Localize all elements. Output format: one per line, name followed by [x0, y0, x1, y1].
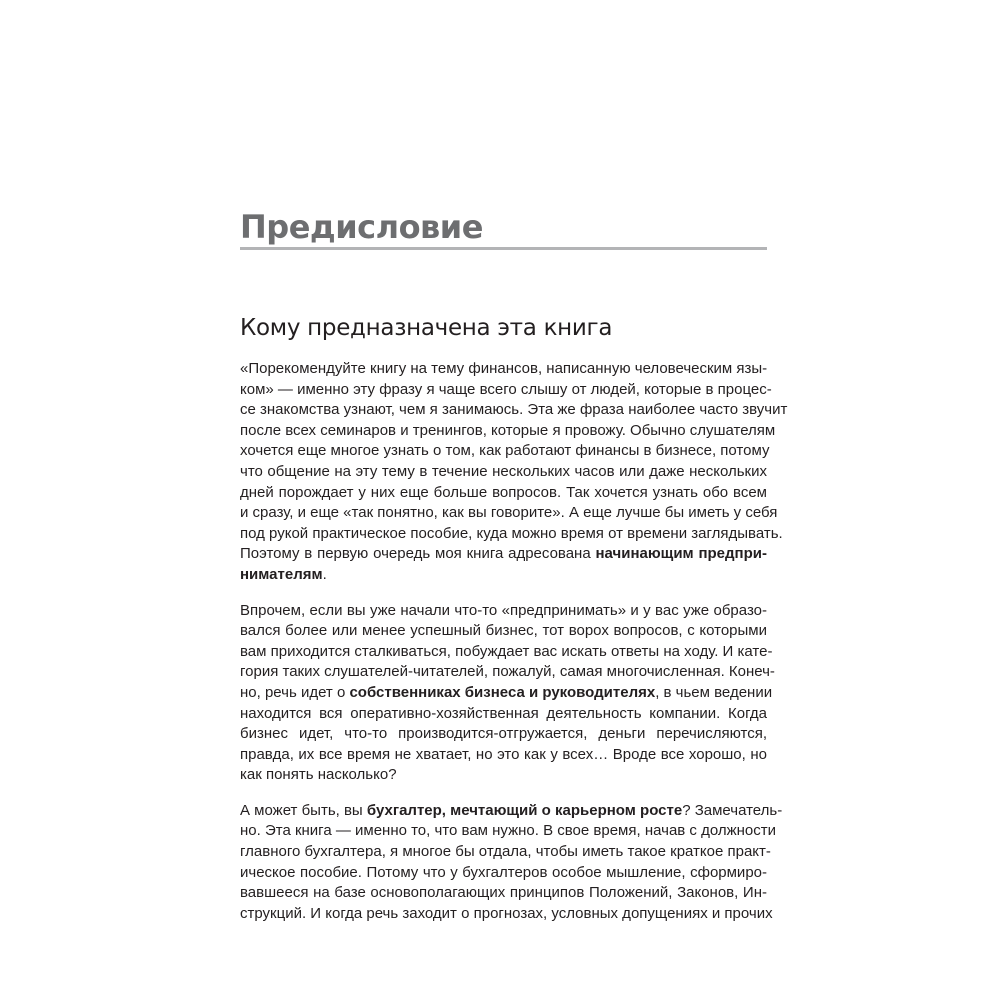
- text-segment: бизнес идет, что-то производится-отгружается, деньги перечисляются,: [240, 725, 767, 743]
- text-line: [240, 662, 775, 683]
- text-segment: ? Замечатель-: [682, 801, 783, 819]
- text-segment: дней порождает у них еще больше вопросов. Так хочется узнать обо всем: [240, 483, 767, 501]
- paragraph: [240, 801, 783, 925]
- text-segment: «Порекомендуйте книгу на тему финансов, написанную человеческим язы-: [240, 360, 768, 377]
- text-line: [240, 821, 777, 842]
- text-line: [240, 745, 767, 766]
- text-line: [240, 863, 767, 884]
- text-line: [240, 724, 767, 745]
- text-segment: что общение на эту тему в течение нескольких часов или даже нескольких: [240, 462, 767, 480]
- text-segment: ком» — именно эту фразу я чаще всего слышу от людей, которые в процес-: [240, 380, 772, 398]
- text-line: [240, 565, 767, 586]
- text-segment: после всех семинаров и тренингов, которые я провожу. Обычно слушателям: [240, 421, 776, 439]
- text-segment: вам приходится сталкиваться, побуждает вас искать ответы на ходу. И кате-: [240, 642, 773, 660]
- chapter-title-rule: [240, 247, 767, 250]
- text-line: [240, 704, 767, 725]
- text-line: [240, 503, 778, 524]
- text-line: [240, 380, 772, 401]
- text-segment: се знакомства узнают, чем я занимаюсь. Эта же фраза наиболее часто звучит: [240, 401, 788, 419]
- text-line: [240, 765, 767, 786]
- text-segment: под рукой практическое пособие, куда можно время от времени заглядывать.: [240, 524, 783, 542]
- text-line: [240, 441, 770, 462]
- text-segment: А может быть, вы: [240, 801, 367, 819]
- text-line: [240, 801, 783, 822]
- text-line: [240, 359, 767, 380]
- text-segment: находится вся оперативно-хозяйственная деятельность компании. Когда: [240, 704, 767, 722]
- text-segment: гория таких слушателей-читателей, пожалуй, самая многочисленная. Конеч-: [240, 663, 775, 681]
- text-line: [240, 421, 776, 442]
- text-segment: правда, их все время не хватает, но это как у всех… Вроде все хорошо, но: [240, 745, 767, 763]
- chapter-title: Предисловие: [240, 208, 483, 246]
- text-line: [240, 483, 767, 504]
- text-segment: вался более или менее успешный бизнес, тот ворох вопросов, с которыми: [240, 622, 767, 640]
- text-segment: вавшееся на базе основополагающих принципов Положений, Законов, Ин-: [240, 884, 767, 902]
- text-segment: .: [322, 565, 327, 583]
- text-line: [240, 621, 767, 642]
- text-line: [240, 544, 767, 565]
- text-line: [240, 400, 788, 421]
- text-segment: , в чьем ведении: [655, 683, 773, 701]
- paragraph: [240, 601, 775, 786]
- text-line: [240, 642, 773, 663]
- text-line: [240, 601, 767, 622]
- text-segment: хочется еще многое узнать о том, как работают финансы в бизнесе, потому: [240, 442, 770, 460]
- body-text: [240, 359, 788, 939]
- text-line: [240, 462, 767, 483]
- text-segment: ическое пособие. Потому что у бухгалтеров особое мышление, сформиро-: [240, 863, 767, 881]
- text-segment: но, речь идет о: [240, 683, 350, 701]
- text-segment: Поэтому в первую очередь моя книга адресована: [240, 545, 596, 563]
- paragraph: [240, 359, 788, 586]
- text-segment: Впрочем, если вы уже начали что-то «предпринимать» и у вас уже образо-: [240, 601, 767, 619]
- text-line: [240, 842, 771, 863]
- bold-phrase: собственниках бизнеса и руководителях: [349, 683, 656, 701]
- text-line: [240, 683, 773, 704]
- text-segment: и сразу, и еще «так понятно, как вы говорите». А еще лучше бы иметь у себя: [240, 504, 778, 522]
- bold-phrase: бухгалтер, мечтающий о карьерном росте: [366, 801, 683, 819]
- text-segment: струкций. И когда речь заходит о прогнозах, условных допущениях и прочих: [240, 904, 773, 922]
- text-segment: главного бухгалтера, я многое бы отдала, чтобы иметь такое краткое практ-: [240, 843, 771, 861]
- text-line: [240, 524, 783, 545]
- bold-phrase: нимателям: [240, 565, 323, 583]
- bold-phrase: начинающим предпри-: [595, 545, 767, 563]
- text-segment: как понять насколько?: [240, 766, 397, 784]
- text-line: [240, 883, 767, 904]
- text-segment: но. Эта книга — именно то, что вам нужно. В свое время, начав с должности: [240, 822, 777, 840]
- section-title: Кому предназначена эта книга: [240, 315, 613, 341]
- text-line: [240, 904, 773, 925]
